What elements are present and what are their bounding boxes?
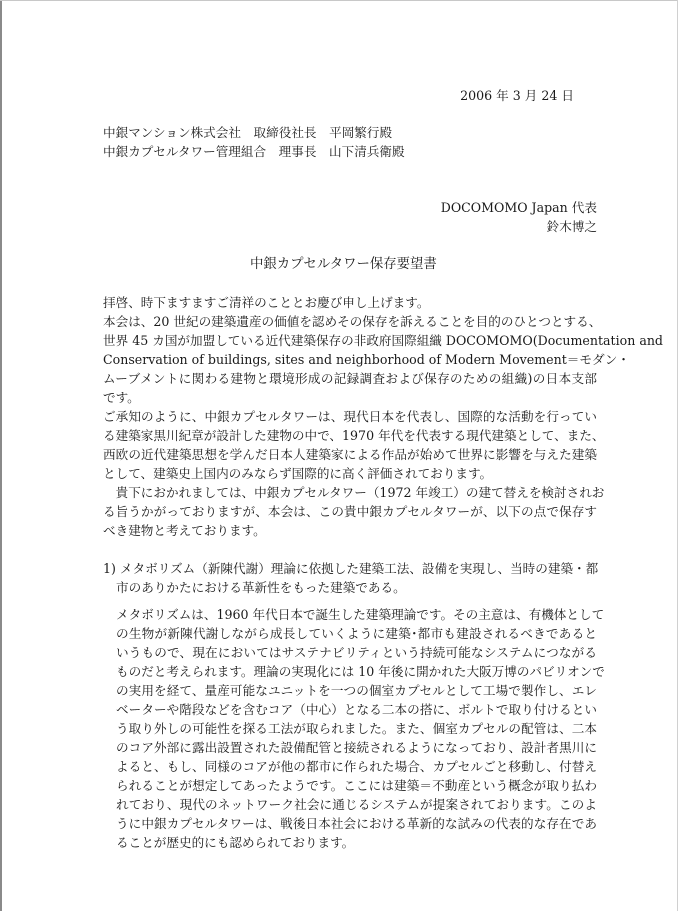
point-heading-line: 1) メタボリズム（新陳代謝）理論に依拠した建築工法、設備を実現し、当時の建築・都 [103, 561, 599, 576]
intro-line: る建築家黒川紀章が設計した建物の中で、1970 年代を代表する現代建築として、また、 [103, 428, 605, 443]
body-line: の生物が新陳代謝しながら成長していくように建築･都市も建設されるべきであると [116, 626, 597, 641]
sender-name: 鈴木博之 [546, 219, 597, 234]
body-line: のコア外部に露出設置された設備配管と接続されるようになっており、設計者黒川に [116, 740, 597, 755]
point-heading-line: 市のありかたにおける革新性をもった建築である。 [116, 580, 406, 595]
intro-line: 世界 45 カ国が加盟している近代建築保存の非政府国際組織 DOCOMOMO(Documentation and [103, 333, 663, 348]
body-line: れており、現代のネットワーク社会に通じるシステムが提案されております。このよ [116, 797, 597, 812]
body-line: の実用を経て、量産可能なユニットを一つの個室カプセルとして工場で製作し、エレ [116, 683, 597, 698]
intro-line: 貴下におかれましては、中銀カプセルタワー（1972 年竣工）の建て替えを検討されお [103, 485, 605, 500]
body-line: ものだと考えられます。理論の実現化には 10 年後に開かれた大阪万博のパビリオンで [116, 664, 605, 679]
intro-line: として、建築史上国内のみならず国際的に高く評価されております。 [103, 466, 493, 481]
intro-line: る旨うかがっておりますが、本会は、この貴中銀カプセルタワーが、以下の点で保存す [103, 504, 597, 519]
intro-line: 拝啓、時下ますますご清祥のこととお慶び申し上げます。 [103, 295, 430, 310]
body-line: いうもので、現在においてはサステナビリティという持続可能なシステムにつながる [116, 645, 597, 660]
body-line: ベーターや階段などを含むコア（中心）となる二本の搭に、ボルトで取り付けるとい [116, 702, 597, 717]
body-line: られることが想定してあったようです。ここには建築＝不動産という概念が取り払わ [116, 778, 597, 793]
body-line: よると、もし、同様のコアが他の都市に作られた場合、カプセルごと移動し、付替え [116, 759, 597, 774]
intro-line: べき建物と考えております。 [103, 523, 266, 538]
sender-organization: DOCOMOMO Japan 代表 [440, 200, 597, 215]
intro-line: ムーブメントに関わる建物と環境形成の記録調査および保存のための組織)の日本支部 [103, 371, 597, 386]
recipient-line: 中銀カプセルタワー管理組合 理事長 山下清兵衛殿 [103, 144, 405, 159]
body-line: ることが歴史的にも認められております。 [116, 835, 355, 850]
body-line: う取り外しの可能性を探る工法が取られました。また、個室カプセルの配管は、二本 [116, 721, 597, 736]
intro-line: 本会は、20 世紀の建築遺産の価値を認めその保存を訴えることを目的のひとつとする、 [103, 314, 602, 329]
intro-line: ご承知のように、中銀カプセルタワーは、現代日本を代表し、国際的な活動を行ってい [103, 409, 597, 424]
body-line: うに中銀カプセルタワーは、戦後日本社会における革新的な試みの代表的な存在であ [116, 816, 597, 831]
letter-date: 2006 年 3 月 24 日 [460, 88, 574, 103]
intro-line: です。 [103, 390, 140, 405]
body-line: メタボリズムは、1960 年代日本で誕生した建築理論です。その主意は、有機体として [116, 607, 605, 622]
letter-title: 中銀カプセルタワー保存要望書 [250, 257, 437, 272]
intro-line: Conservation of buildings, sites and neighborhood of Modern Movement＝モダン・ [103, 352, 630, 367]
recipient-line: 中銀マンション株式会社 取締役社長 平岡繁行殿 [103, 125, 393, 140]
intro-line: 西欧の近代建築思想を学んだ日本人建築家による作品が始めて世界に影響を与えた建築 [103, 447, 597, 462]
